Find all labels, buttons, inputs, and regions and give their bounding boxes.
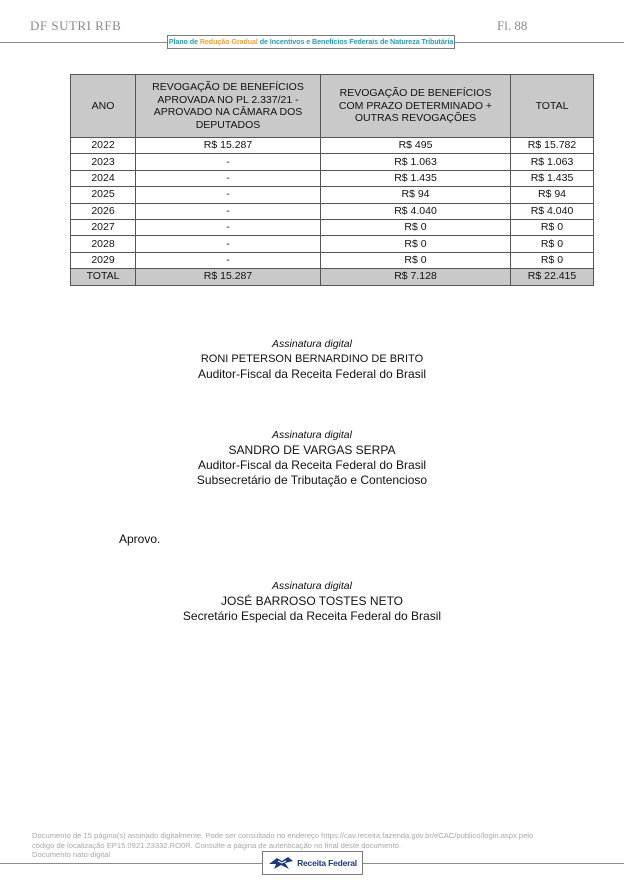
signature-label: Assinatura digital	[272, 338, 352, 350]
signer-role: Secretário Especial da Receita Federal do Brasil	[182, 609, 442, 623]
header-page-number: Fl. 88	[497, 18, 528, 33]
col-header-year: ANO	[71, 75, 136, 138]
table-total-row	[71, 269, 594, 285]
cell-pl: -	[136, 187, 321, 203]
cell-total: R$ 0	[511, 236, 594, 252]
banner-text-part2: de Incentivos e Benefícios Federais de Natureza Tributária	[257, 37, 454, 46]
table-row	[71, 170, 594, 186]
table-row	[71, 138, 594, 154]
cell-pl: -	[136, 170, 321, 186]
footer-line-1: Documento de 15 página(s) assinado digitalmente. Pode ser consultado no endereço https://cav.receita.fazenda.gov.br/eCAC/publico/login.aspx pelo	[32, 831, 534, 840]
revenue-table	[70, 74, 594, 286]
cell-total-other: R$ 7.128	[321, 269, 511, 285]
cell-year: 2025	[71, 187, 136, 203]
cell-other: R$ 0	[321, 252, 511, 268]
cell-total: R$ 0	[511, 252, 594, 268]
cell-total: R$ 94	[511, 187, 594, 203]
cell-year: 2027	[71, 219, 136, 235]
cell-pl: -	[136, 219, 321, 235]
cell-total: R$ 15.782	[511, 138, 594, 154]
signer-name: RONI PETERSON BERNARDINO DE BRITO	[200, 353, 424, 365]
signer-role: Auditor-Fiscal da Receita Federal do Brasil	[197, 458, 427, 472]
signer-name: JOSÉ BARROSO TOSTES NETO	[220, 594, 404, 608]
table-row	[71, 154, 594, 170]
banner-text-part1: Plano de	[168, 37, 200, 46]
cell-year: 2022	[71, 138, 136, 154]
col-header-total: TOTAL	[511, 75, 594, 138]
cell-pl: -	[136, 154, 321, 170]
cell-pl: -	[136, 236, 321, 252]
cell-total-label: TOTAL	[71, 269, 136, 285]
col-header-pl-revocation: REVOGAÇÃO DE BENEFÍCIOS APROVADA NO PL 2.337/21 - APROVADO NA CÂMARA DOS DEPUTADOS	[136, 75, 321, 138]
cell-other: R$ 1.063	[321, 154, 511, 170]
cell-other: R$ 94	[321, 187, 511, 203]
signature-block-2	[0, 428, 624, 488]
cell-total: R$ 4.040	[511, 203, 594, 219]
signer-role: Subsecretário de Tributação e Contencioso	[196, 473, 428, 487]
receita-federal-emblem-icon	[268, 855, 294, 871]
logo-text: Receita Federal	[297, 858, 357, 868]
signature-label: Assinatura digital	[272, 429, 352, 441]
cell-pl: -	[136, 203, 321, 219]
signature-block-3	[0, 579, 624, 624]
cell-other: R$ 495	[321, 138, 511, 154]
receita-federal-logo	[262, 851, 363, 875]
footer-line-3: Documento nato-digital	[32, 850, 111, 860]
header-banner	[167, 35, 455, 49]
signature-label: Assinatura digital	[272, 580, 352, 592]
col-header-other-revocation: REVOGAÇÃO DE BENEFÍCIOS COM PRAZO DETERMINADO + OUTRAS REVOGAÇÕES	[321, 75, 511, 138]
cell-other: R$ 4.040	[321, 203, 511, 219]
table-row	[71, 203, 594, 219]
cell-year: 2024	[71, 170, 136, 186]
cell-total-pl: R$ 15.287	[136, 269, 321, 285]
signature-block-1	[0, 337, 624, 382]
cell-pl: R$ 15.287	[136, 138, 321, 154]
table-header-row	[71, 75, 594, 138]
table-row	[71, 219, 594, 235]
approval-text: Aprovo.	[119, 532, 161, 546]
signer-name: SANDRO DE VARGAS SERPA	[228, 443, 396, 457]
cell-total: R$ 1.063	[511, 154, 594, 170]
cell-year: 2028	[71, 236, 136, 252]
cell-year: 2026	[71, 203, 136, 219]
signer-role: Auditor-Fiscal da Receita Federal do Brasil	[197, 367, 427, 381]
cell-total: R$ 1.435	[511, 170, 594, 186]
cell-other: R$ 1.435	[321, 170, 511, 186]
cell-grand-total: R$ 22.415	[511, 269, 594, 285]
table-row	[71, 236, 594, 252]
banner-text-highlight: Redução Gradual	[199, 37, 258, 46]
table-row	[71, 252, 594, 268]
table-row	[71, 187, 594, 203]
cell-year: 2023	[71, 154, 136, 170]
header-department: DF SUTRI RFB	[30, 18, 122, 33]
cell-pl: -	[136, 252, 321, 268]
cell-total: R$ 0	[511, 219, 594, 235]
footer-line-2: código de localização EP15.0921.23332.RO0R. Consulte a página de autenticação no final deste documento.	[32, 840, 401, 850]
cell-other: R$ 0	[321, 236, 511, 252]
cell-other: R$ 0	[321, 219, 511, 235]
cell-year: 2029	[71, 252, 136, 268]
